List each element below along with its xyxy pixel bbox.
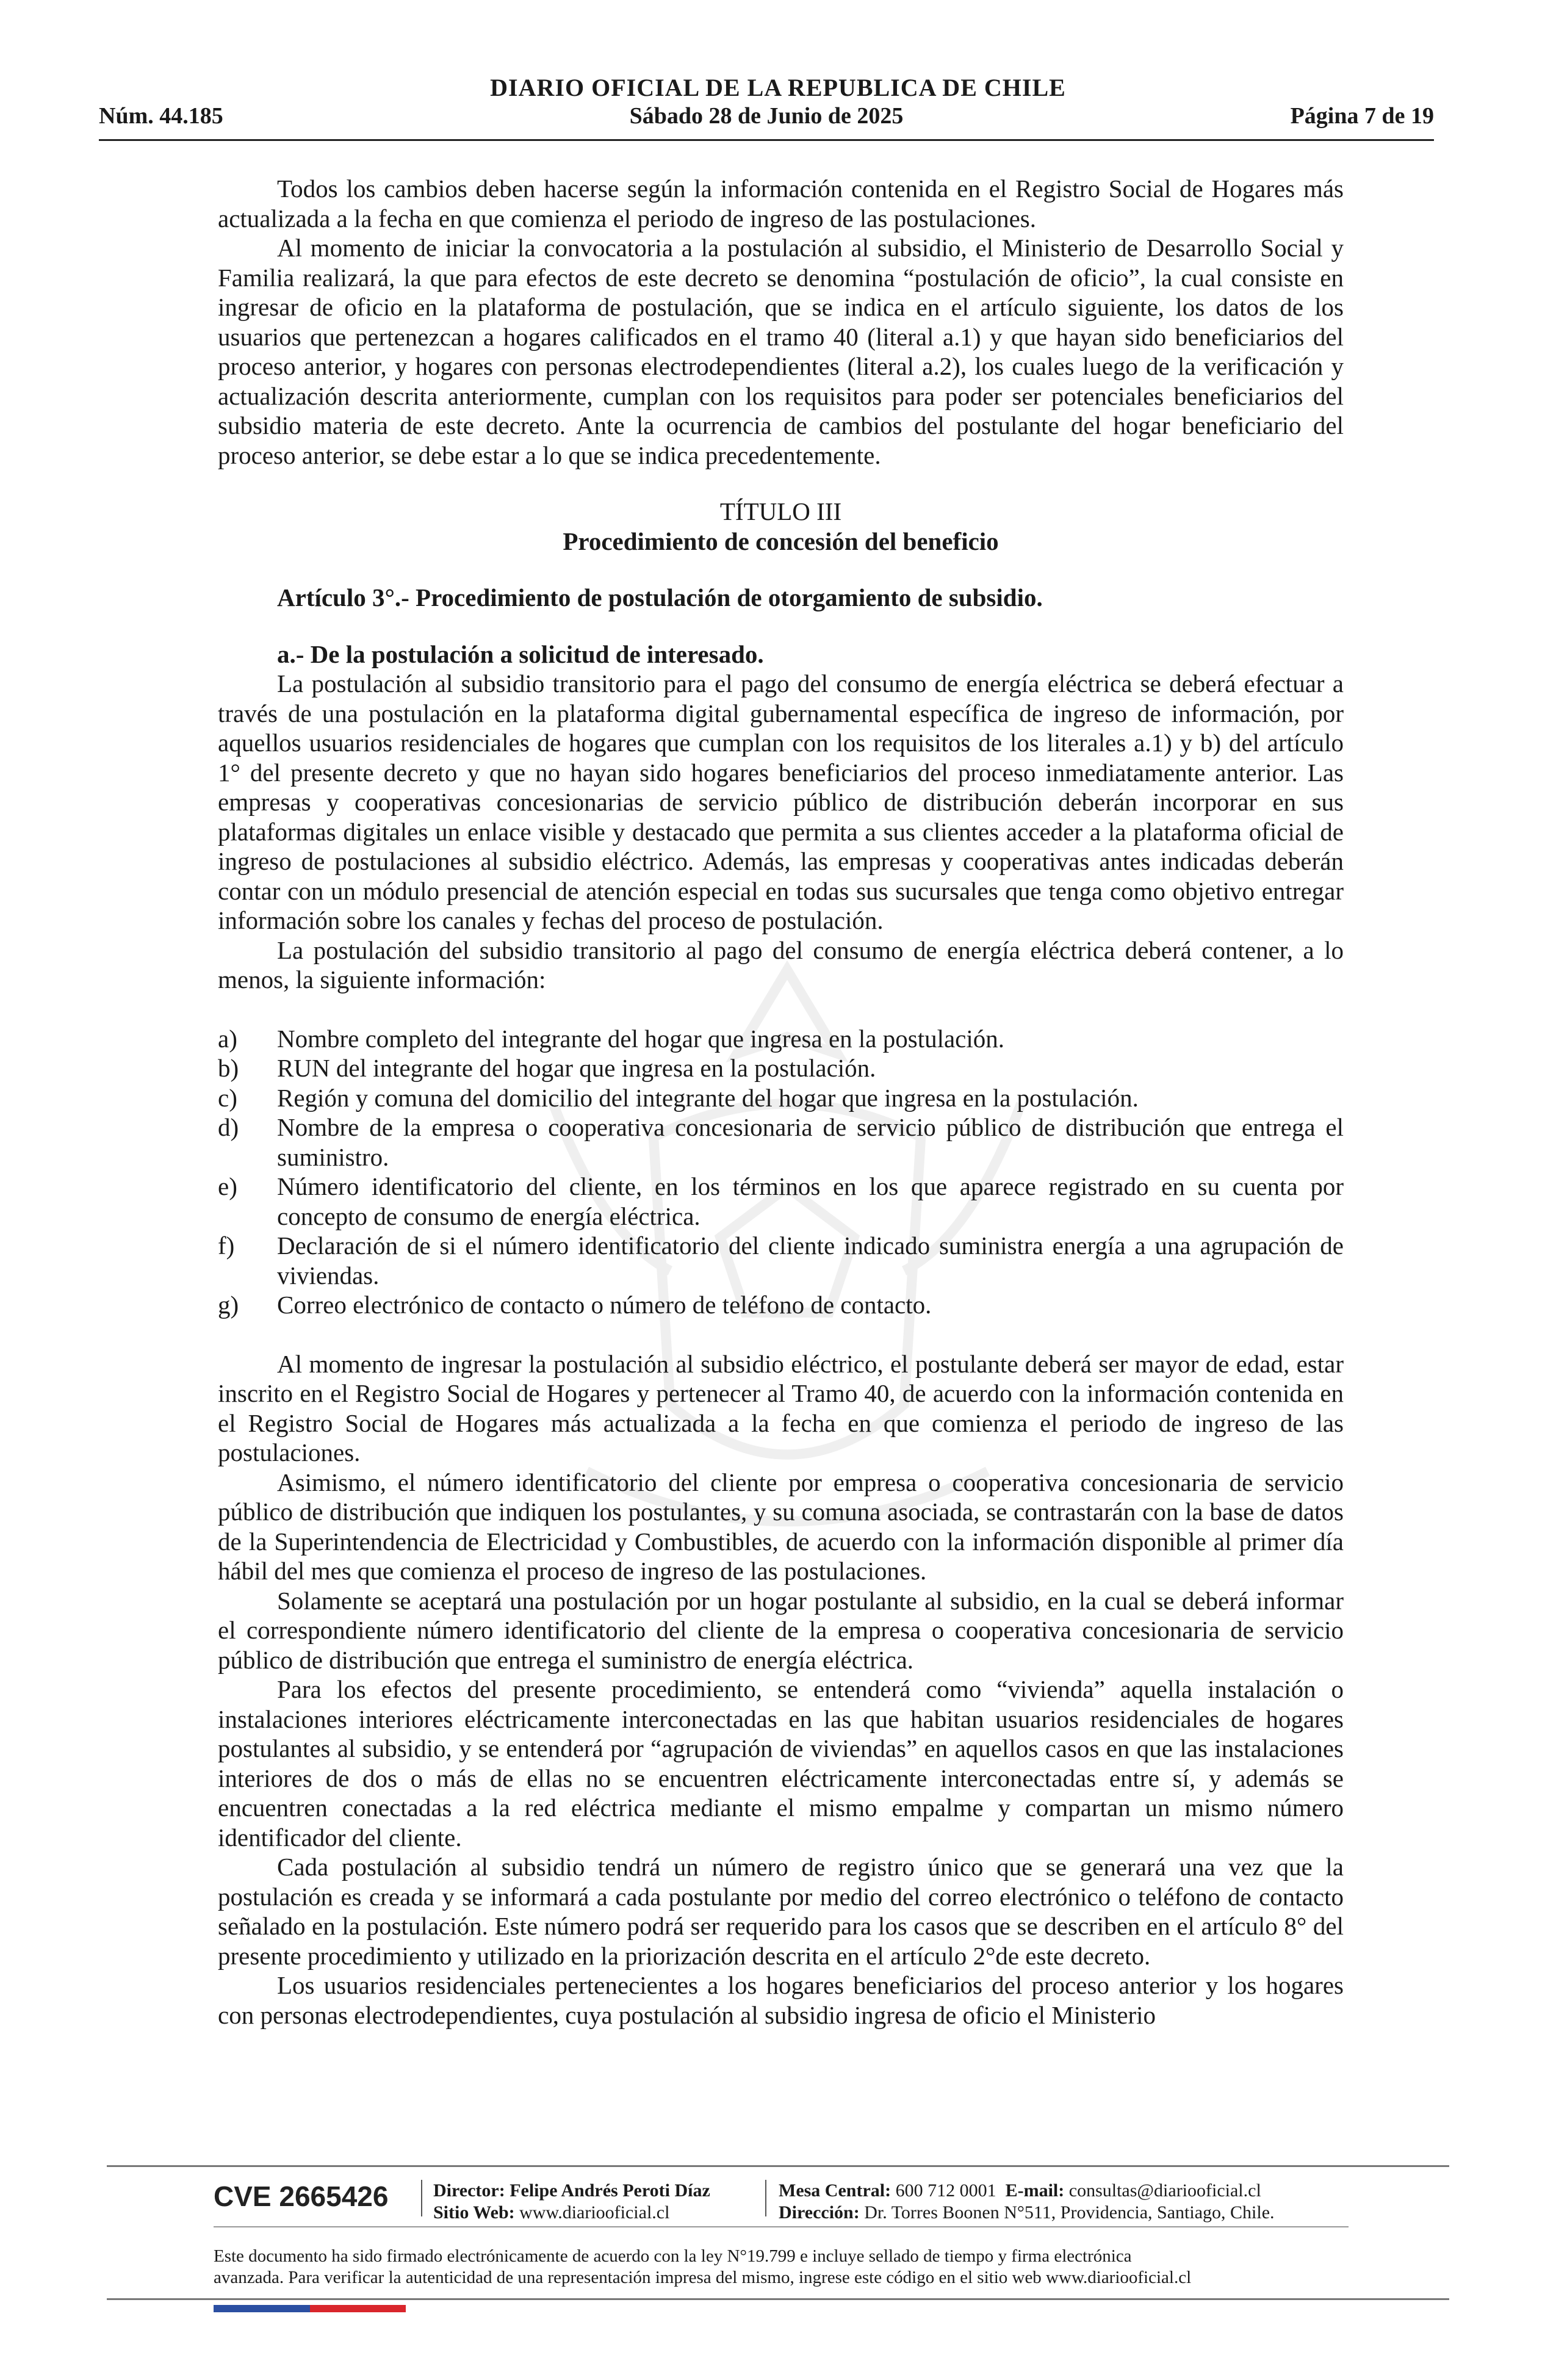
- gazette-title: DIARIO OFICIAL DE LA REPUBLICA DE CHILE: [490, 74, 1066, 101]
- list-item-label: c): [218, 1083, 237, 1112]
- paragraph: Los usuarios residenciales pertenecientes a los hogares beneficiarios del proceso anterior y los hogares con personas electrodependientes, cuya postulación al subsidio ingresa de oficio el Ministerio: [218, 1971, 1344, 2029]
- list-item: [218, 1231, 1344, 1290]
- header-divider: [99, 139, 1434, 141]
- list-item: [218, 1290, 1344, 1320]
- list-item: [218, 1172, 1344, 1231]
- phone-number: 600 712 0001: [895, 2180, 996, 2201]
- web-label: Sitio Web:: [433, 2202, 515, 2223]
- footer-separator: [421, 2180, 422, 2216]
- paragraph: Solamente se aceptará una postulación por un hogar postulante al subsidio, en la cual se deberá informar el correspondiente número identificatorio del cliente de la empresa o cooperativa concesionaria de servicio público de distribución que entrega el suministro de energía eléctrica.: [218, 1586, 1344, 1674]
- legal-line: avanzada. Para verificar la autenticidad de una representación impresa del mismo, ingrese este código en el sitio web www.diariooficial.cl: [214, 2268, 1192, 2287]
- director-name: Felipe Andrés Peroti Díaz: [510, 2180, 710, 2201]
- flag-color-bar: [214, 2305, 406, 2312]
- issue-number: Núm. 44.185: [99, 103, 223, 129]
- web-link[interactable]: www.diariooficial.cl: [519, 2202, 670, 2223]
- list-item: [218, 1053, 1344, 1083]
- list-item-text: Nombre de la empresa o cooperativa concesionaria de servicio público de distribución que entrega el suministro.: [277, 1113, 1344, 1171]
- cve-code: CVE 2665426: [214, 2180, 389, 2212]
- list-item-label: f): [218, 1231, 235, 1260]
- phone-label: Mesa Central:: [779, 2180, 891, 2201]
- list-item-label: b): [218, 1054, 239, 1082]
- email-link[interactable]: consultas@diariooficial.cl: [1068, 2180, 1261, 2201]
- paragraph: Asimismo, el número identificatorio del cliente por empresa o cooperativa concesionaria de servicio público de distribución que indiquen los postulantes, y su comuna asociada, se contrastarán con la base de datos de la Superintendencia de Electricidad y Combustibles, de acuerdo con la información disponible al primer día hábil del mes que comienza el proceso de ingreso de las postulaciones.: [218, 1468, 1344, 1585]
- list-item-text: Nombre completo del integrante del hogar que ingresa en la postulación.: [277, 1024, 1005, 1053]
- page-indicator: Página 7 de 19: [1290, 103, 1434, 129]
- paragraph: Cada postulación al subsidio tendrá un número de registro único que se generará una vez que la postulación es creada y se informará a cada postulante por medio del correo electrónico o teléfono de contacto señalado en la postulación. Este número podrá ser requerido para los casos que se describen en el artículo 8° del presente procedimiento y utilizado en la priorización descrita en el artículo 2°de este decreto.: [218, 1853, 1344, 1970]
- list-item-text: Correo electrónico de contacto o número de teléfono de contacto.: [277, 1291, 932, 1319]
- flag-blue-segment: [214, 2305, 310, 2312]
- paragraph: La postulación del subsidio transitorio al pago del consumo de energía eléctrica deberá contener, a lo menos, la siguiente información:: [218, 936, 1344, 993]
- list-item-text: Número identificatorio del cliente, en los términos en los que aparece registrado en su cuenta por concepto de consumo de energía eléctrica.: [277, 1172, 1344, 1230]
- footer-divider: [107, 2165, 1449, 2167]
- footer-contact-block: [779, 2180, 1275, 2224]
- list-item-text: RUN del integrante del hogar que ingresa en la postulación.: [277, 1054, 876, 1082]
- list-item-text: Región y comuna del domicilio del integrante del hogar que ingresa en la postulación.: [277, 1083, 1139, 1112]
- footer-divider: [214, 2226, 1349, 2227]
- issue-date: Sábado 28 de Junio de 2025: [629, 103, 904, 129]
- paragraph: Al momento de iniciar la convocatoria a la postulación al subsidio, el Ministerio de Desarrollo Social y Familia realizará, la que para efectos de este decreto se denomina “postulación de oficio”, la cual consiste en ingresar de oficio en la plataforma de postulación, que se indica en el artículo siguiente, los datos de los usuarios que pertenezcan a hogares calificados en el tramo 40 (literal a.1) y que hayan sido beneficiarios del proceso anterior, y hogares con personas electrodependientes (literal a.2), los cuales luego de la verificación y actualización descrita anteriormente, cumplan con los requisitos para poder ser potenciales beneficiarios del subsidio materia de este decreto. Ante la ocurrencia de cambios del postulante del hogar beneficiario del proceso anterior, se debe estar a lo que se indica precedentemente.: [218, 234, 1344, 469]
- title-number: TÍTULO III: [719, 497, 842, 525]
- email-label: E-mail:: [1005, 2180, 1065, 2201]
- article-heading: Artículo 3°.- Procedimiento de postulación de otorgamiento de subsidio.: [277, 583, 1043, 611]
- section-subheading: a.- De la postulación a solicitud de interesado.: [277, 640, 764, 668]
- flag-red-segment: [310, 2305, 406, 2312]
- list-item: [218, 1083, 1344, 1113]
- footer-separator: [765, 2180, 766, 2216]
- list-item: [218, 1112, 1344, 1172]
- paragraph: La postulación al subsidio transitorio para el pago del consumo de energía eléctrica se deberá efectuar a través de una postulación en la plataforma digital gubernamental específica de ingreso de información, por aquellos usuarios residenciales de hogares que cumplan con los requisitos de los literales a.1) y b) del artículo 1° del presente decreto y que no hayan sido hogares beneficiarios del proceso inmediatamente anterior. Las empresas y cooperativas concesionarias de servicio público de distribución deberán incorporar en sus plataformas digitales un enlace visible y destacado que permita a sus clientes acceder a la plataforma oficial de ingreso de postulaciones al subsidio eléctrico. Además, las empresas y cooperativas antes indicadas deberán contar con un módulo presencial de atención especial en todas sus sucursales que tenga como objetivo entregar información sobre los canales y fechas del proceso de postulación.: [218, 669, 1344, 934]
- document-body: [218, 174, 1344, 2030]
- list-item-text: Declaración de si el número identificatorio del cliente indicado suministra energía a una agrupación de viviendas.: [277, 1231, 1344, 1289]
- address-label: Dirección:: [779, 2202, 860, 2223]
- footer-director-block: [433, 2180, 710, 2224]
- address-text: Dr. Torres Boonen N°511, Providencia, Santiago, Chile.: [864, 2202, 1275, 2223]
- paragraph: Todos los cambios deben hacerse según la información contenida en el Registro Social de Hogares más actualizada a la fecha en que comienza el periodo de ingreso de las postulaciones.: [218, 175, 1344, 233]
- legal-line: Este documento ha sido firmado electrónicamente de acuerdo con la ley N°19.799 e incluye sellado de tiempo y firma electrónica: [214, 2246, 1132, 2266]
- paragraph: Al momento de ingresar la postulación al subsidio eléctrico, el postulante deberá ser mayor de edad, estar inscrito en el Registro Social de Hogares y pertenecer al Tramo 40, de acuerdo con la información contenida en el Registro Social de Hogares más actualizada a la fecha en que comienza el periodo de ingreso de las postulaciones.: [218, 1349, 1344, 1466]
- director-label: Director:: [433, 2180, 505, 2201]
- list-item-label: d): [218, 1113, 239, 1141]
- requirements-list: [218, 1024, 1344, 1320]
- list-item-label: e): [218, 1172, 237, 1200]
- list-item: [218, 1024, 1344, 1054]
- paragraph: Para los efectos del presente procedimiento, se entenderá como “vivienda” aquella instalación o instalaciones interiores eléctricamente interconectadas en las que habitan usuarios residenciales de hogares postulantes al subsidio, y se entenderá por “agrupación de viviendas” en aquellos casos en que las instalaciones interiores de dos o más de ellas no se encuentren eléctricamente interconectadas entre sí, y además se encuentren conectadas a la red eléctrica mediante el mismo empalme y compartan un mismo número identificador del cliente.: [218, 1675, 1344, 1852]
- legal-notice: [214, 2246, 1349, 2288]
- list-item-label: a): [218, 1024, 237, 1053]
- footer-divider: [107, 2298, 1449, 2300]
- title-name: Procedimiento de concesión del beneficio: [563, 527, 999, 555]
- list-item-label: g): [218, 1291, 239, 1319]
